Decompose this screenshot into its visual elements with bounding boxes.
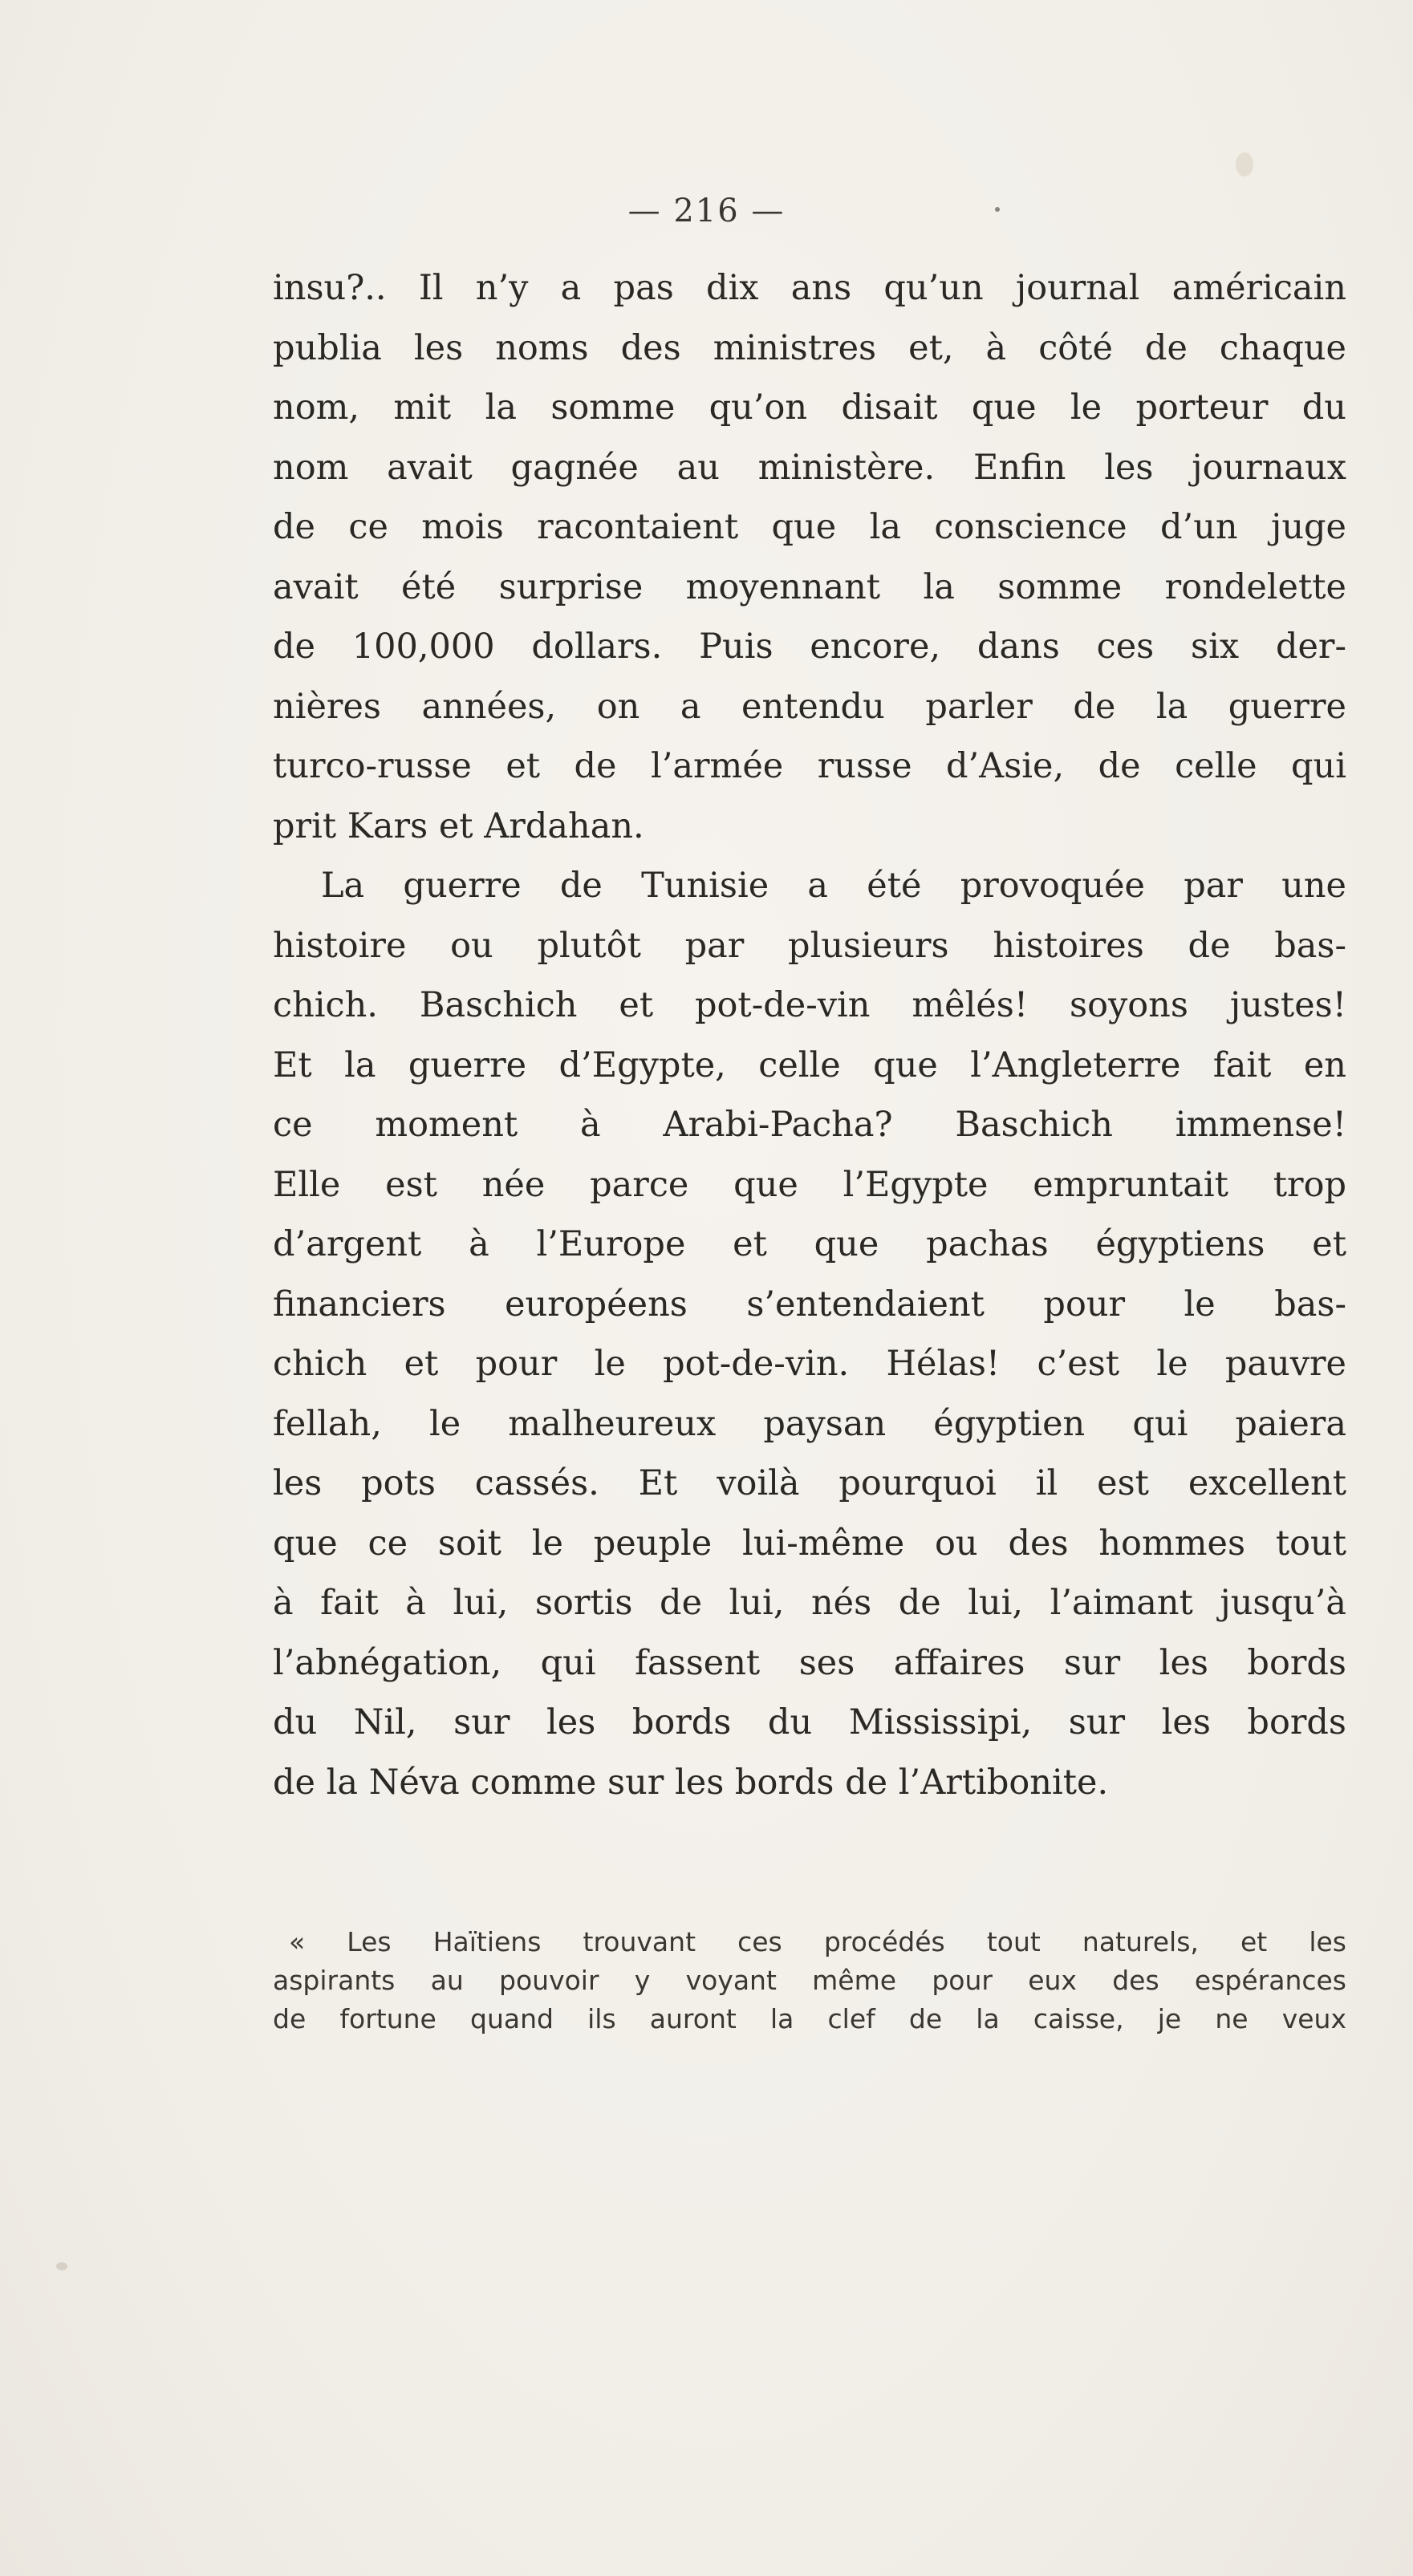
text-line: de ce mois racontaient que la conscience d’un juge — [273, 507, 1346, 547]
text-line: de 100,000 dollars. Puis encore, dans ces six der- — [273, 627, 1346, 667]
text-line: à fait à lui, sortis de lui, nés de lui, l’aimant jusqu’à — [273, 1583, 1346, 1623]
text-line: chich et pour le pot-de-vin. Hélas! c’est le pauvre — [273, 1344, 1346, 1384]
quoted-passage — [273, 1923, 1346, 2038]
note-line: « Les Haïtiens trouvant ces procédés tout naturels, et les — [289, 1926, 1346, 1957]
text-line: Et la guerre d’Egypte, celle que l’Angleterre fait en — [273, 1045, 1346, 1085]
text-line: insu?.. Il n’y a pas dix ans qu’un journal américain — [273, 268, 1346, 308]
text-line: l’abnégation, qui fassent ses affaires sur les bords — [273, 1642, 1346, 1683]
text-line: nom avait gagnée au ministère. Enfin les journaux — [273, 447, 1346, 488]
note-line: de fortune quand ils auront la clef de la caisse, je ne veux — [273, 2003, 1346, 2034]
text-line: d’argent à l’Europe et que pachas égyptiens et — [273, 1224, 1346, 1264]
note-line: aspirants au pouvoir y voyant même pour eux des espérances — [273, 1965, 1346, 1996]
paper-spot — [1236, 152, 1253, 176]
body-text — [273, 258, 1346, 1812]
text-line: La guerre de Tunisie a été provoquée par une — [321, 866, 1346, 906]
text-line: histoire ou plutôt par plusieurs histoires de bas- — [273, 925, 1346, 966]
text-line: publia les noms des ministres et, à côté de chaque — [273, 327, 1346, 368]
text-line: turco-russe et de l’armée russe d’Asie, de celle qui — [273, 746, 1346, 786]
text-line: fellah, le malheureux paysan égyptien qui paiera — [273, 1403, 1346, 1444]
text-line: financiers européens s’entendaient pour le bas- — [273, 1284, 1346, 1325]
text-line: de la Néva comme sur les bords de l’Artibonite. — [273, 1762, 1109, 1803]
text-line: les pots cassés. Et voilà pourquoi il est excellent — [273, 1463, 1346, 1503]
text-line: nom, mit la somme qu’on disait que le porteur du — [273, 387, 1346, 428]
text-line: que ce soit le peuple lui-même ou des hommes tout — [273, 1523, 1346, 1564]
text-line: nières années, on a entendu parler de la guerre — [273, 686, 1346, 727]
text-line: chich. Baschich et pot-de-vin mêlés! soyons justes! — [273, 985, 1346, 1025]
text-line: ce moment à Arabi-Pacha? Baschich immense! — [273, 1105, 1346, 1145]
text-line: avait été surprise moyennant la somme rondelette — [273, 566, 1346, 607]
text-line: Elle est née parce que l’Egypte empruntait trop — [273, 1164, 1346, 1205]
text-line: du Nil, sur les bords du Mississipi, sur les bords — [273, 1702, 1346, 1742]
page-number: — 216 — — [627, 193, 786, 229]
paper-spot — [56, 2262, 67, 2270]
text-line: prit Kars et Ardahan. — [273, 805, 644, 846]
